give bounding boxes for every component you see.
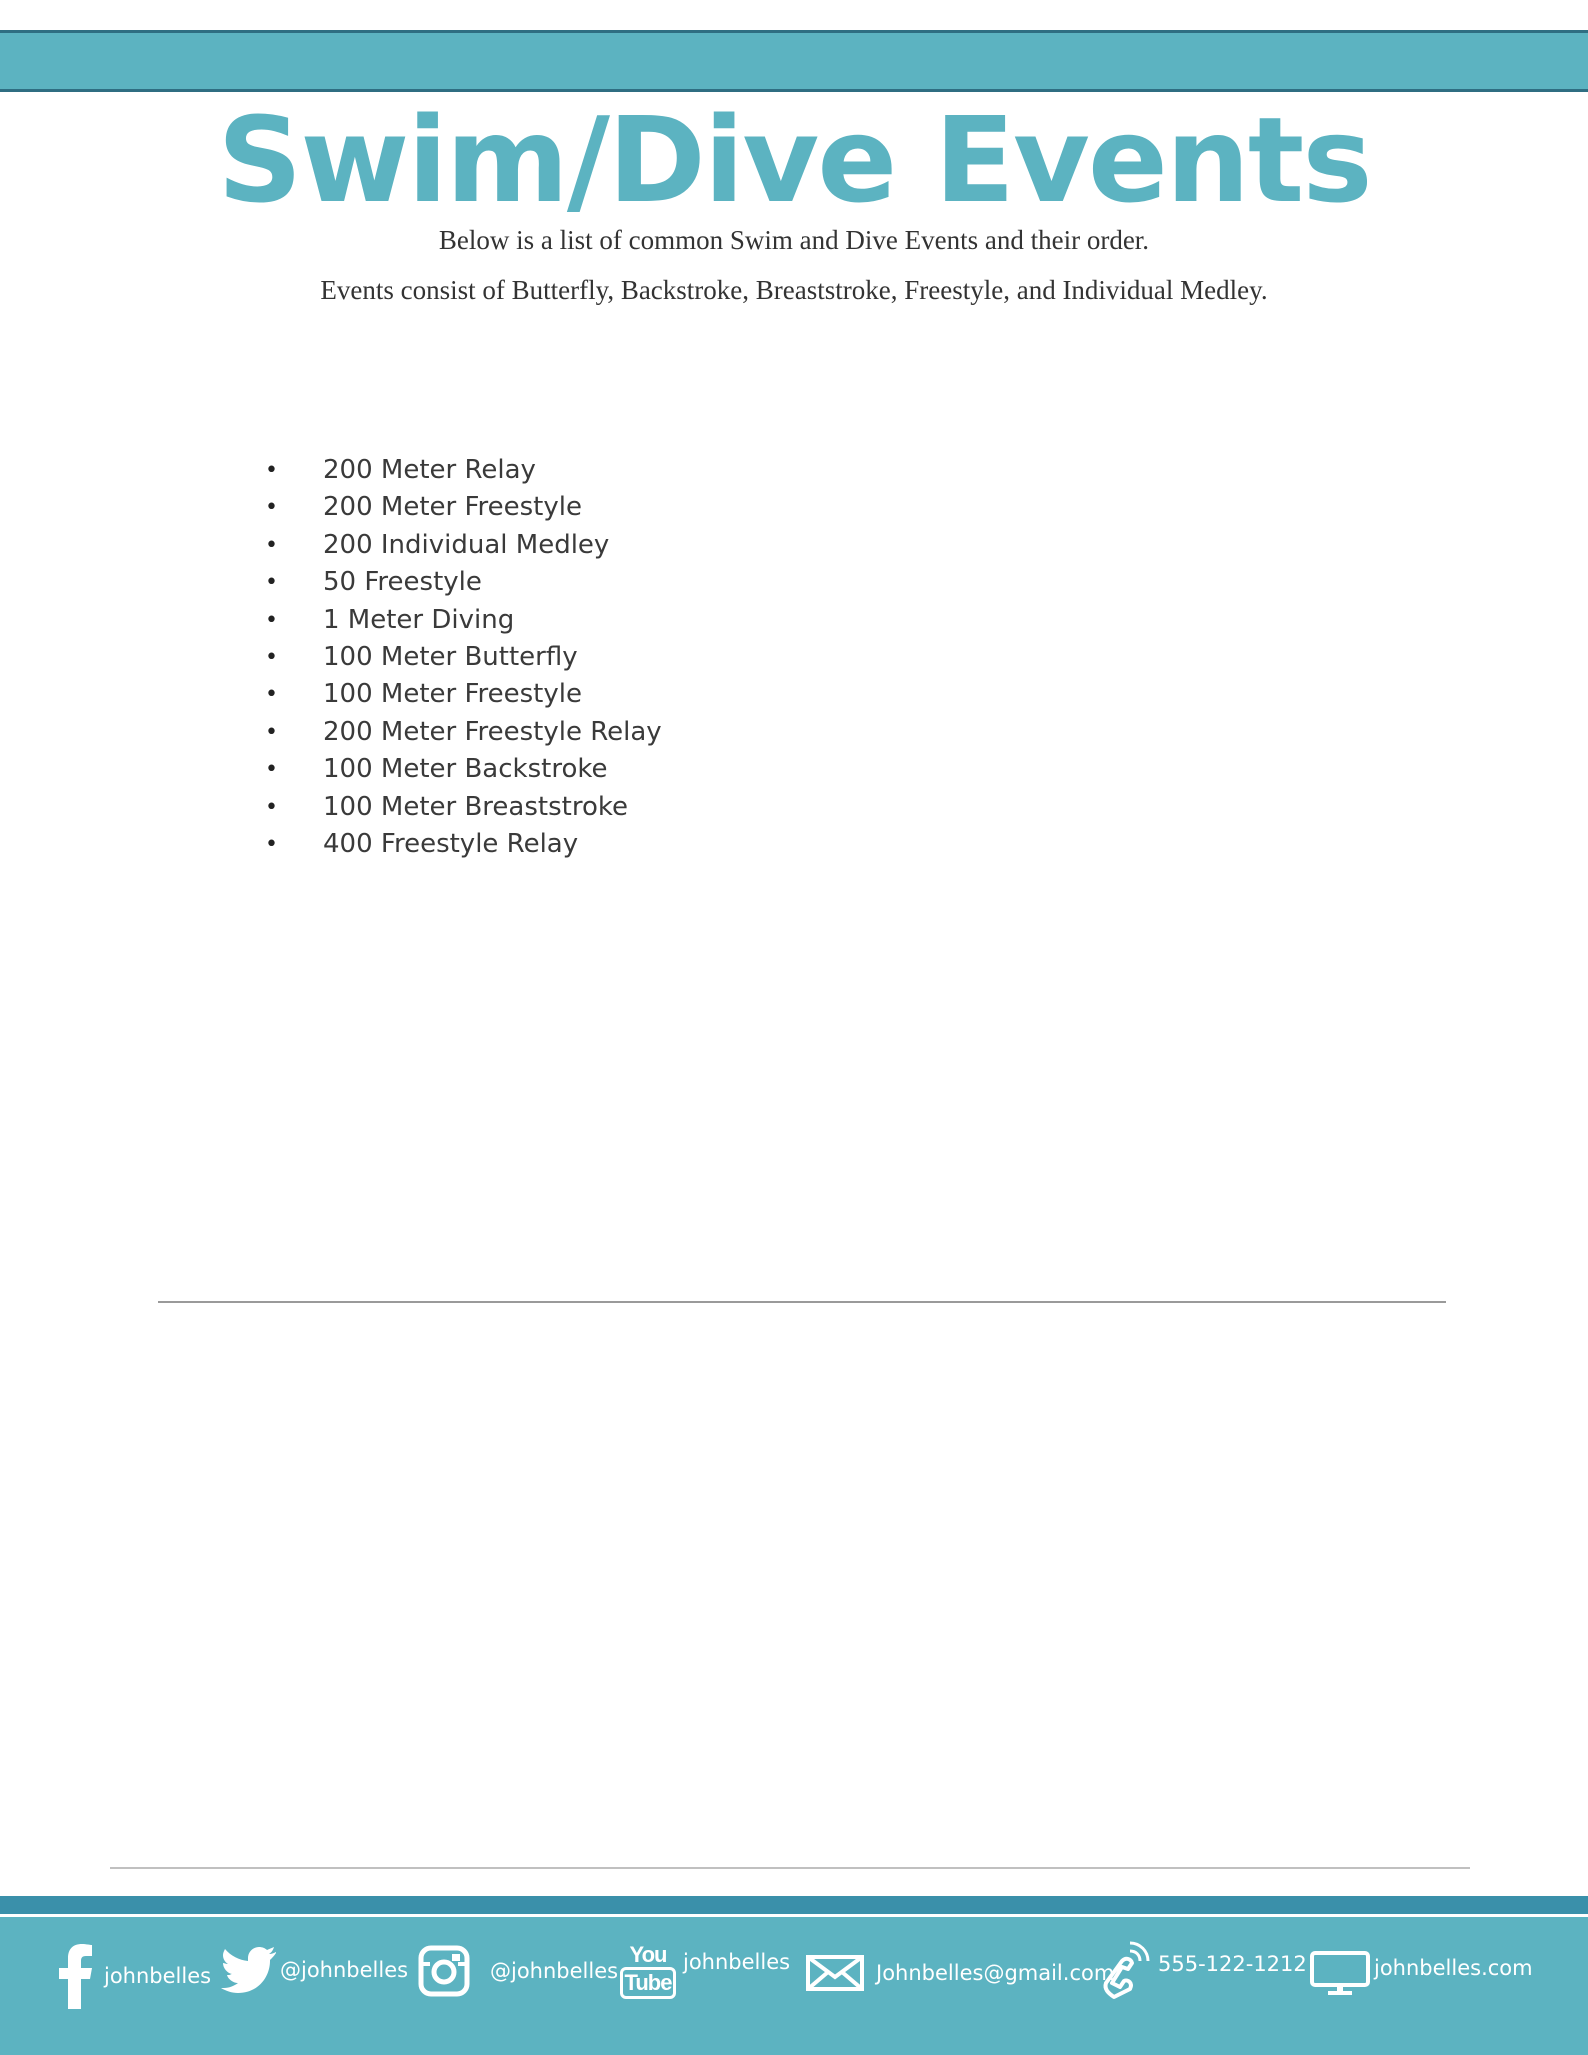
event-name: 200 Meter Freestyle Relay	[323, 716, 662, 747]
email-address: Johnbelles@gmail.com	[876, 1961, 1115, 1985]
email-link[interactable]	[806, 1955, 1114, 1991]
bullet: •	[265, 532, 278, 558]
bullet: •	[265, 570, 278, 596]
bullet: •	[265, 794, 278, 820]
youtube-logo-bottom: Tube	[620, 1967, 677, 1999]
event-list	[265, 452, 662, 863]
event-name: 200 Meter Relay	[323, 455, 536, 485]
website-url: johnbelles.com	[1374, 1956, 1533, 1980]
event-name: 100 Meter Butterfly	[323, 641, 578, 672]
instagram-handle: @johnbelles	[490, 1959, 619, 1983]
bullet: •	[265, 719, 278, 745]
phone-link[interactable]	[1098, 1937, 1307, 2003]
bullet: •	[265, 831, 278, 857]
youtube-icon	[625, 1943, 671, 1999]
twitter-icon	[220, 1947, 276, 1993]
list-item	[265, 826, 662, 863]
list-item	[265, 564, 662, 601]
event-name: 50 Freestyle	[323, 567, 482, 598]
list-item	[265, 751, 662, 788]
bullet: •	[265, 607, 278, 633]
list-item	[265, 639, 662, 676]
event-name: 1 Meter Diving	[323, 604, 515, 635]
bullet: •	[265, 495, 278, 521]
content-divider	[158, 1301, 1446, 1303]
list-item	[265, 527, 662, 564]
phone-icon	[1098, 1937, 1154, 2003]
page-title: Swim/Dive Events	[217, 91, 1371, 229]
youtube-link[interactable]	[625, 1943, 790, 1999]
events-description: Events consist of Butterfly, Backstroke, Breaststroke, Freestyle, and Individual Medley.	[320, 275, 1268, 305]
instagram-link[interactable]	[418, 1945, 618, 1997]
twitter-link[interactable]	[220, 1947, 408, 1993]
bullet: •	[265, 757, 278, 783]
website-link[interactable]	[1310, 1951, 1533, 1995]
footer-accent-bar	[0, 1896, 1588, 1914]
youtube-logo-top: You	[629, 1942, 667, 1967]
monitor-icon	[1310, 1951, 1370, 1995]
event-name: 400 Freestyle Relay	[323, 828, 579, 859]
list-item	[265, 714, 662, 751]
event-name: 100 Meter Breaststroke	[323, 791, 628, 822]
instagram-icon	[418, 1945, 470, 1997]
intro-text: Below is a list of common Swim and Dive Events and their order.	[438, 225, 1150, 255]
list-item	[265, 676, 662, 713]
facebook-icon	[58, 1943, 94, 2009]
facebook-handle: johnbelles	[104, 1964, 212, 1988]
list-item	[265, 489, 662, 526]
event-name: 100 Meter Freestyle	[323, 679, 582, 710]
list-item	[265, 602, 662, 639]
footer-divider	[110, 1867, 1470, 1869]
list-item	[265, 789, 662, 826]
phone-number: 555-122-1212	[1158, 1952, 1307, 1976]
bullet: •	[265, 458, 278, 483]
bullet: •	[265, 682, 278, 708]
header-bar	[0, 30, 1588, 92]
twitter-handle: @johnbelles	[280, 1958, 409, 1982]
bullet: •	[265, 644, 278, 670]
event-name: 200 Meter Freestyle	[323, 492, 582, 523]
list-item	[265, 452, 662, 489]
event-name: 200 Individual Medley	[323, 529, 610, 560]
event-name: 100 Meter Backstroke	[323, 754, 608, 785]
facebook-link[interactable]	[58, 1943, 211, 2009]
envelope-icon	[806, 1955, 864, 1991]
youtube-channel: johnbelles	[683, 1950, 791, 1974]
footer-contact-bar	[0, 1914, 1588, 2055]
